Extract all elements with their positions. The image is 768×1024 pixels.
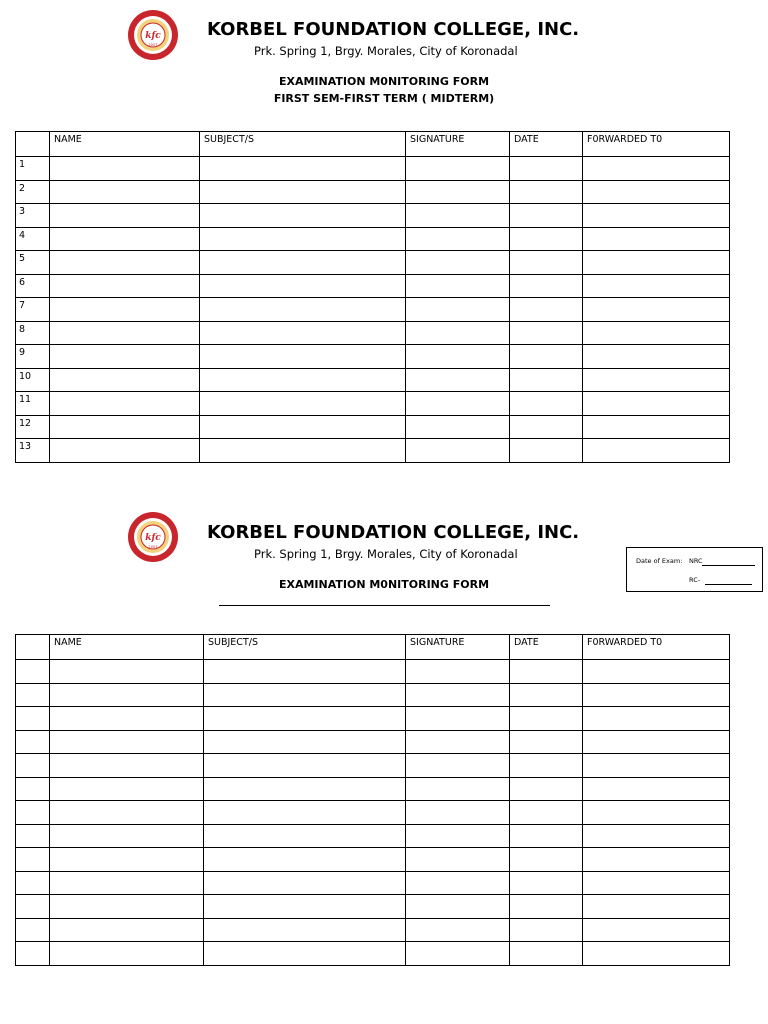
forwarded-to-cell[interactable]	[583, 683, 730, 707]
forwarded-to-cell[interactable]	[583, 157, 730, 181]
forwarded-to-cell[interactable]	[583, 801, 730, 825]
table-row	[16, 368, 730, 392]
college-logo	[127, 9, 179, 61]
forwarded-to-cell[interactable]	[583, 368, 730, 392]
row-number-cell: 2	[16, 180, 50, 204]
row-number-cell	[16, 895, 50, 919]
date-cell[interactable]	[510, 895, 583, 919]
name-cell[interactable]	[50, 848, 204, 872]
date-cell[interactable]	[510, 801, 583, 825]
signature-cell[interactable]	[406, 918, 510, 942]
college-name: KORBEL FOUNDATION COLLEGE, INC.	[207, 19, 580, 40]
signature-cell[interactable]	[406, 848, 510, 872]
signature-cell[interactable]	[406, 683, 510, 707]
table-row	[16, 848, 730, 872]
column-header-subjects: SUBJECT/S	[204, 635, 406, 660]
signature-cell[interactable]	[406, 368, 510, 392]
row-number-cell: 11	[16, 392, 50, 416]
name-cell[interactable]	[50, 415, 200, 439]
name-cell[interactable]	[50, 707, 204, 731]
name-cell[interactable]	[50, 777, 204, 801]
subjects-cell[interactable]	[200, 368, 406, 392]
date-cell[interactable]	[510, 321, 583, 345]
subjects-cell[interactable]	[200, 251, 406, 275]
row-number-cell	[16, 754, 50, 778]
date-cell[interactable]	[510, 345, 583, 369]
forwarded-to-cell[interactable]	[583, 345, 730, 369]
monitoring-table-2	[15, 634, 730, 966]
forwarded-to-cell[interactable]	[583, 942, 730, 966]
signature-cell[interactable]	[406, 871, 510, 895]
signature-cell[interactable]	[406, 157, 510, 181]
subjects-cell[interactable]	[204, 848, 406, 872]
signature-cell[interactable]	[406, 274, 510, 298]
signature-cell[interactable]	[406, 321, 510, 345]
subjects-cell[interactable]	[204, 918, 406, 942]
name-cell[interactable]	[50, 204, 200, 228]
signature-cell[interactable]	[406, 942, 510, 966]
row-number-cell	[16, 801, 50, 825]
subjects-cell[interactable]	[200, 180, 406, 204]
subjects-cell[interactable]	[200, 439, 406, 463]
signature-cell[interactable]	[406, 730, 510, 754]
table-row	[16, 754, 730, 778]
column-header-name: NAME	[50, 132, 200, 157]
table-row	[16, 871, 730, 895]
column-header-number	[16, 635, 50, 660]
row-number-cell: 13	[16, 439, 50, 463]
forwarded-to-cell[interactable]	[583, 274, 730, 298]
signature-cell[interactable]	[406, 439, 510, 463]
name-cell[interactable]	[50, 392, 200, 416]
date-cell[interactable]	[510, 298, 583, 322]
forwarded-to-cell[interactable]	[583, 660, 730, 684]
college-logo-2	[127, 511, 179, 563]
forwarded-to-cell[interactable]	[583, 180, 730, 204]
forwarded-to-cell[interactable]	[583, 730, 730, 754]
exam-date-box	[626, 547, 763, 592]
name-cell[interactable]	[50, 918, 204, 942]
table-header-row	[16, 132, 730, 157]
name-cell[interactable]	[50, 298, 200, 322]
date-cell[interactable]	[510, 204, 583, 228]
forwarded-to-cell[interactable]	[583, 754, 730, 778]
forwarded-to-cell[interactable]	[583, 871, 730, 895]
table-row	[16, 321, 730, 345]
date-cell[interactable]	[510, 777, 583, 801]
date-cell[interactable]	[510, 918, 583, 942]
name-cell[interactable]	[50, 251, 200, 275]
row-number-cell	[16, 824, 50, 848]
column-header-name: NAME	[50, 635, 204, 660]
row-number-cell	[16, 848, 50, 872]
rc-blank-line	[705, 584, 752, 585]
date-cell[interactable]	[510, 415, 583, 439]
subjects-cell[interactable]	[200, 298, 406, 322]
date-cell[interactable]	[510, 439, 583, 463]
table-row	[16, 918, 730, 942]
exam-date-label: Date of Exam:	[636, 557, 683, 565]
table-row	[16, 157, 730, 181]
subjects-cell[interactable]	[200, 227, 406, 251]
table-row	[16, 777, 730, 801]
table-row	[16, 298, 730, 322]
column-header-date: DATE	[510, 132, 583, 157]
table-row	[16, 180, 730, 204]
forwarded-to-cell[interactable]	[583, 392, 730, 416]
nrc-label: NRC	[689, 557, 703, 565]
date-cell[interactable]	[510, 180, 583, 204]
date-cell[interactable]	[510, 392, 583, 416]
college-address-2: Prk. Spring 1, Brgy. Morales, City of Koronadal	[254, 547, 518, 561]
row-number-cell: 3	[16, 204, 50, 228]
subjects-cell[interactable]	[204, 683, 406, 707]
subjects-cell[interactable]	[204, 871, 406, 895]
row-number-cell: 7	[16, 298, 50, 322]
date-cell[interactable]	[510, 227, 583, 251]
subjects-cell[interactable]	[200, 345, 406, 369]
signature-cell[interactable]	[406, 895, 510, 919]
forwarded-to-cell[interactable]	[583, 777, 730, 801]
college-address: Prk. Spring 1, Brgy. Morales, City of Koronadal	[254, 44, 518, 58]
table-header-row	[16, 635, 730, 660]
form-subtitle-blank-line	[219, 605, 550, 606]
date-cell[interactable]	[510, 274, 583, 298]
row-number-cell: 4	[16, 227, 50, 251]
signature-cell[interactable]	[406, 707, 510, 731]
row-number-cell	[16, 918, 50, 942]
table-row	[16, 707, 730, 731]
row-number-cell	[16, 871, 50, 895]
name-cell[interactable]	[50, 683, 204, 707]
forwarded-to-cell[interactable]	[583, 321, 730, 345]
name-cell[interactable]	[50, 824, 204, 848]
table-row	[16, 942, 730, 966]
subjects-cell[interactable]	[204, 801, 406, 825]
subjects-cell[interactable]	[204, 824, 406, 848]
name-cell[interactable]	[50, 660, 204, 684]
date-cell[interactable]	[510, 368, 583, 392]
table-row	[16, 895, 730, 919]
date-cell[interactable]	[510, 157, 583, 181]
signature-cell[interactable]	[406, 180, 510, 204]
name-cell[interactable]	[50, 942, 204, 966]
name-cell[interactable]	[50, 439, 200, 463]
forwarded-to-cell[interactable]	[583, 439, 730, 463]
forwarded-to-cell[interactable]	[583, 918, 730, 942]
date-cell[interactable]	[510, 660, 583, 684]
signature-cell[interactable]	[406, 227, 510, 251]
name-cell[interactable]	[50, 180, 200, 204]
table-row	[16, 251, 730, 275]
nrc-blank-line	[702, 565, 755, 566]
subjects-cell[interactable]	[200, 204, 406, 228]
name-cell[interactable]	[50, 345, 200, 369]
row-number-cell	[16, 707, 50, 731]
table-row	[16, 345, 730, 369]
signature-cell[interactable]	[406, 824, 510, 848]
subjects-cell[interactable]	[200, 415, 406, 439]
date-cell[interactable]	[510, 871, 583, 895]
forwarded-to-cell[interactable]	[583, 204, 730, 228]
signature-cell[interactable]	[406, 754, 510, 778]
signature-cell[interactable]	[406, 801, 510, 825]
forwarded-to-cell[interactable]	[583, 895, 730, 919]
signature-cell[interactable]	[406, 392, 510, 416]
name-cell[interactable]	[50, 895, 204, 919]
form-title: EXAMINATION M0NITORING FORM	[278, 75, 490, 88]
row-number-cell: 6	[16, 274, 50, 298]
forwarded-to-cell[interactable]	[583, 848, 730, 872]
row-number-cell: 8	[16, 321, 50, 345]
column-header-number	[16, 132, 50, 157]
forwarded-to-cell[interactable]	[583, 298, 730, 322]
name-cell[interactable]	[50, 274, 200, 298]
row-number-cell: 1	[16, 157, 50, 181]
form-subtitle: FIRST SEM-FIRST TERM ( MIDTERM)	[273, 92, 495, 105]
college-name-2: KORBEL FOUNDATION COLLEGE, INC.	[207, 522, 580, 543]
table-row	[16, 824, 730, 848]
row-number-cell	[16, 777, 50, 801]
name-cell[interactable]	[50, 368, 200, 392]
table-row	[16, 227, 730, 251]
row-number-cell: 12	[16, 415, 50, 439]
date-cell[interactable]	[510, 942, 583, 966]
subjects-cell[interactable]	[204, 707, 406, 731]
table-row	[16, 392, 730, 416]
subjects-cell[interactable]	[200, 392, 406, 416]
table-row	[16, 439, 730, 463]
forwarded-to-cell[interactable]	[583, 415, 730, 439]
name-cell[interactable]	[50, 157, 200, 181]
signature-cell[interactable]	[406, 298, 510, 322]
column-header-subjects: SUBJECT/S	[200, 132, 406, 157]
row-number-cell: 10	[16, 368, 50, 392]
subjects-cell[interactable]	[204, 660, 406, 684]
column-header-forwarded-to: F0RWARDED T0	[583, 132, 730, 157]
row-number-cell	[16, 942, 50, 966]
column-header-signature: SIGNATURE	[406, 132, 510, 157]
subjects-cell[interactable]	[200, 157, 406, 181]
table-row	[16, 801, 730, 825]
date-cell[interactable]	[510, 848, 583, 872]
subjects-cell[interactable]	[204, 942, 406, 966]
table-row	[16, 660, 730, 684]
table-row	[16, 415, 730, 439]
signature-cell[interactable]	[406, 660, 510, 684]
forwarded-to-cell[interactable]	[583, 251, 730, 275]
date-cell[interactable]	[510, 754, 583, 778]
subjects-cell[interactable]	[204, 777, 406, 801]
column-header-signature: SIGNATURE	[406, 635, 510, 660]
form-title-2: EXAMINATION M0NITORING FORM	[278, 578, 490, 591]
name-cell[interactable]	[50, 730, 204, 754]
rc-label: RC-	[689, 576, 701, 584]
date-cell[interactable]	[510, 707, 583, 731]
subjects-cell[interactable]	[204, 730, 406, 754]
name-cell[interactable]	[50, 801, 204, 825]
name-cell[interactable]	[50, 871, 204, 895]
date-cell[interactable]	[510, 824, 583, 848]
table-row	[16, 274, 730, 298]
svg-text:kfc: kfc	[145, 533, 161, 543]
signature-cell[interactable]	[406, 204, 510, 228]
svg-text:2007: 2007	[148, 43, 158, 47]
table-row	[16, 730, 730, 754]
forwarded-to-cell[interactable]	[583, 707, 730, 731]
monitoring-table-1	[15, 131, 730, 463]
column-header-date: DATE	[510, 635, 583, 660]
forwarded-to-cell[interactable]	[583, 824, 730, 848]
signature-cell[interactable]	[406, 777, 510, 801]
date-cell[interactable]	[510, 251, 583, 275]
subjects-cell[interactable]	[200, 274, 406, 298]
subjects-cell[interactable]	[204, 754, 406, 778]
row-number-cell	[16, 730, 50, 754]
name-cell[interactable]	[50, 754, 204, 778]
name-cell[interactable]	[50, 321, 200, 345]
row-number-cell: 5	[16, 251, 50, 275]
signature-cell[interactable]	[406, 415, 510, 439]
forwarded-to-cell[interactable]	[583, 227, 730, 251]
row-number-cell: 9	[16, 345, 50, 369]
signature-cell[interactable]	[406, 251, 510, 275]
svg-text:kfc: kfc	[145, 31, 161, 41]
table-row	[16, 204, 730, 228]
date-cell[interactable]	[510, 683, 583, 707]
subjects-cell[interactable]	[204, 895, 406, 919]
row-number-cell	[16, 660, 50, 684]
date-cell[interactable]	[510, 730, 583, 754]
signature-cell[interactable]	[406, 345, 510, 369]
row-number-cell	[16, 683, 50, 707]
subjects-cell[interactable]	[200, 321, 406, 345]
name-cell[interactable]	[50, 227, 200, 251]
svg-text:2007: 2007	[148, 545, 158, 549]
table-row	[16, 683, 730, 707]
column-header-forwarded-to: F0RWARDED T0	[583, 635, 730, 660]
